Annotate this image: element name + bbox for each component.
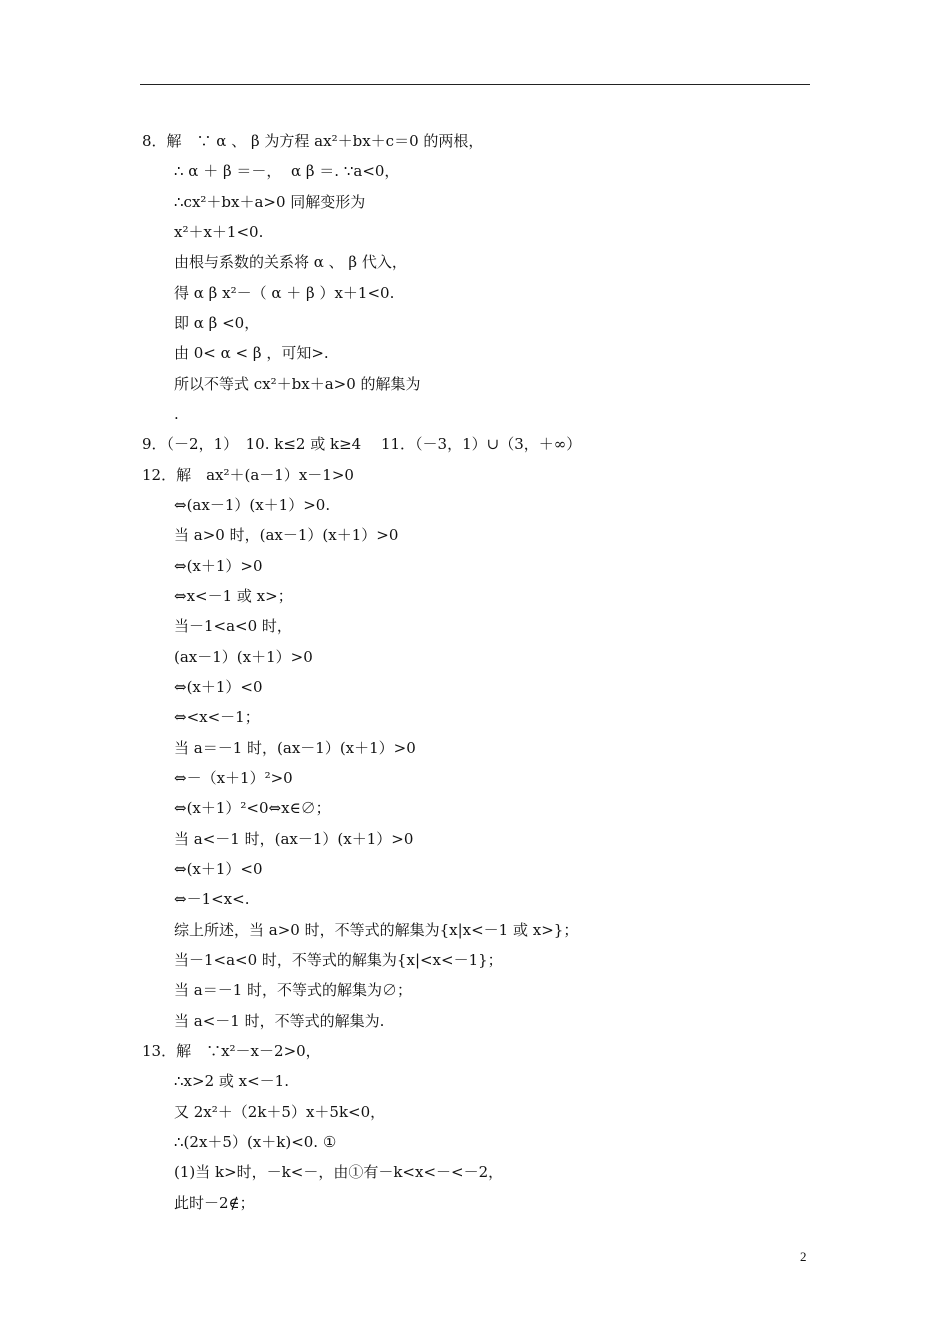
text-line: 当－1<a<0 时， [174, 617, 292, 635]
text-line: 所以不等式 cx²＋bx＋a>0 的解集为 [174, 375, 421, 393]
text-line: . [174, 405, 179, 423]
text-line: ⇔(ax－1）(x＋1）>0. [174, 496, 331, 514]
text-line: 当 a＝－1 时，(ax－1）(x＋1）>0 [174, 739, 416, 757]
text-line: ∴ α ＋ β ＝－， α β ＝. ∵a<0， [174, 162, 400, 180]
text-line: 由 0< α < β ，可知>. [174, 344, 329, 362]
text-line: 又 2x²＋（2k＋5）x＋5k<0， [174, 1103, 386, 1121]
text-line: 此时－2∉； [174, 1194, 255, 1212]
text-line: ⇔－1<x<. [174, 890, 250, 908]
text-line: 9．（－2，1） 10. k≤2 或 k≥4 11．（－3，1）∪（3，＋∞） [142, 435, 582, 453]
text-line: 综上所述，当 a>0 时，不等式的解集为{x|x<－1 或 x>}； [174, 921, 579, 939]
text-line: ∴(2x＋5）(x＋k)<0. ① [174, 1133, 337, 1151]
text-line: (1)当 k>时，－k<－，由①有－k<x<－<－2， [174, 1163, 504, 1181]
text-line: (ax－1）(x＋1）>0 [174, 648, 313, 666]
text-line: ⇔(x＋1）<0 [174, 860, 263, 878]
page-number: 2 [800, 1249, 807, 1264]
text-line: 得 α β x²－（ α ＋ β ）x＋1<0. [174, 284, 395, 302]
text-line: 即 α β <0， [174, 314, 260, 332]
text-line: 由根与系数的关系将 α 、 β 代入， [174, 253, 407, 271]
text-line: x²＋x＋1<0. [174, 223, 264, 241]
text-line: ∴x>2 或 x<－1. [174, 1072, 289, 1090]
text-line: ⇔<x<－1； [174, 708, 260, 726]
text-line: ⇔－（x＋1）²>0 [174, 769, 293, 787]
text-line: ⇔x<－1 或 x>； [174, 587, 293, 605]
text-line: 当 a<－1 时，(ax－1）(x＋1）>0 [174, 830, 414, 848]
text-line: 13．解 ∵x²－x－2>0， [142, 1042, 321, 1060]
text-line: ⇔(x＋1）²<0⇔x∈∅； [174, 799, 331, 817]
text-line: 当－1<a<0 时，不等式的解集为{x|<x<－1}； [174, 951, 503, 969]
text-line: 8．解 ∵ α 、 β 为方程 ax²＋bx＋c＝0 的两根， [142, 132, 484, 150]
header-rule [140, 84, 810, 85]
text-line: 当 a>0 时，(ax－1）(x＋1）>0 [174, 526, 399, 544]
text-line: ⇔(x＋1）<0 [174, 678, 263, 696]
text-line: ∴cx²＋bx＋a>0 同解变形为 [174, 193, 366, 211]
text-line: 当 a<－1 时，不等式的解集为. [174, 1012, 385, 1030]
text-line: 当 a＝－1 时，不等式的解集为∅； [174, 981, 413, 999]
text-line: ⇔(x＋1）>0 [174, 557, 263, 575]
text-line: 12．解 ax²＋(a－1）x－1>0 [142, 466, 354, 484]
